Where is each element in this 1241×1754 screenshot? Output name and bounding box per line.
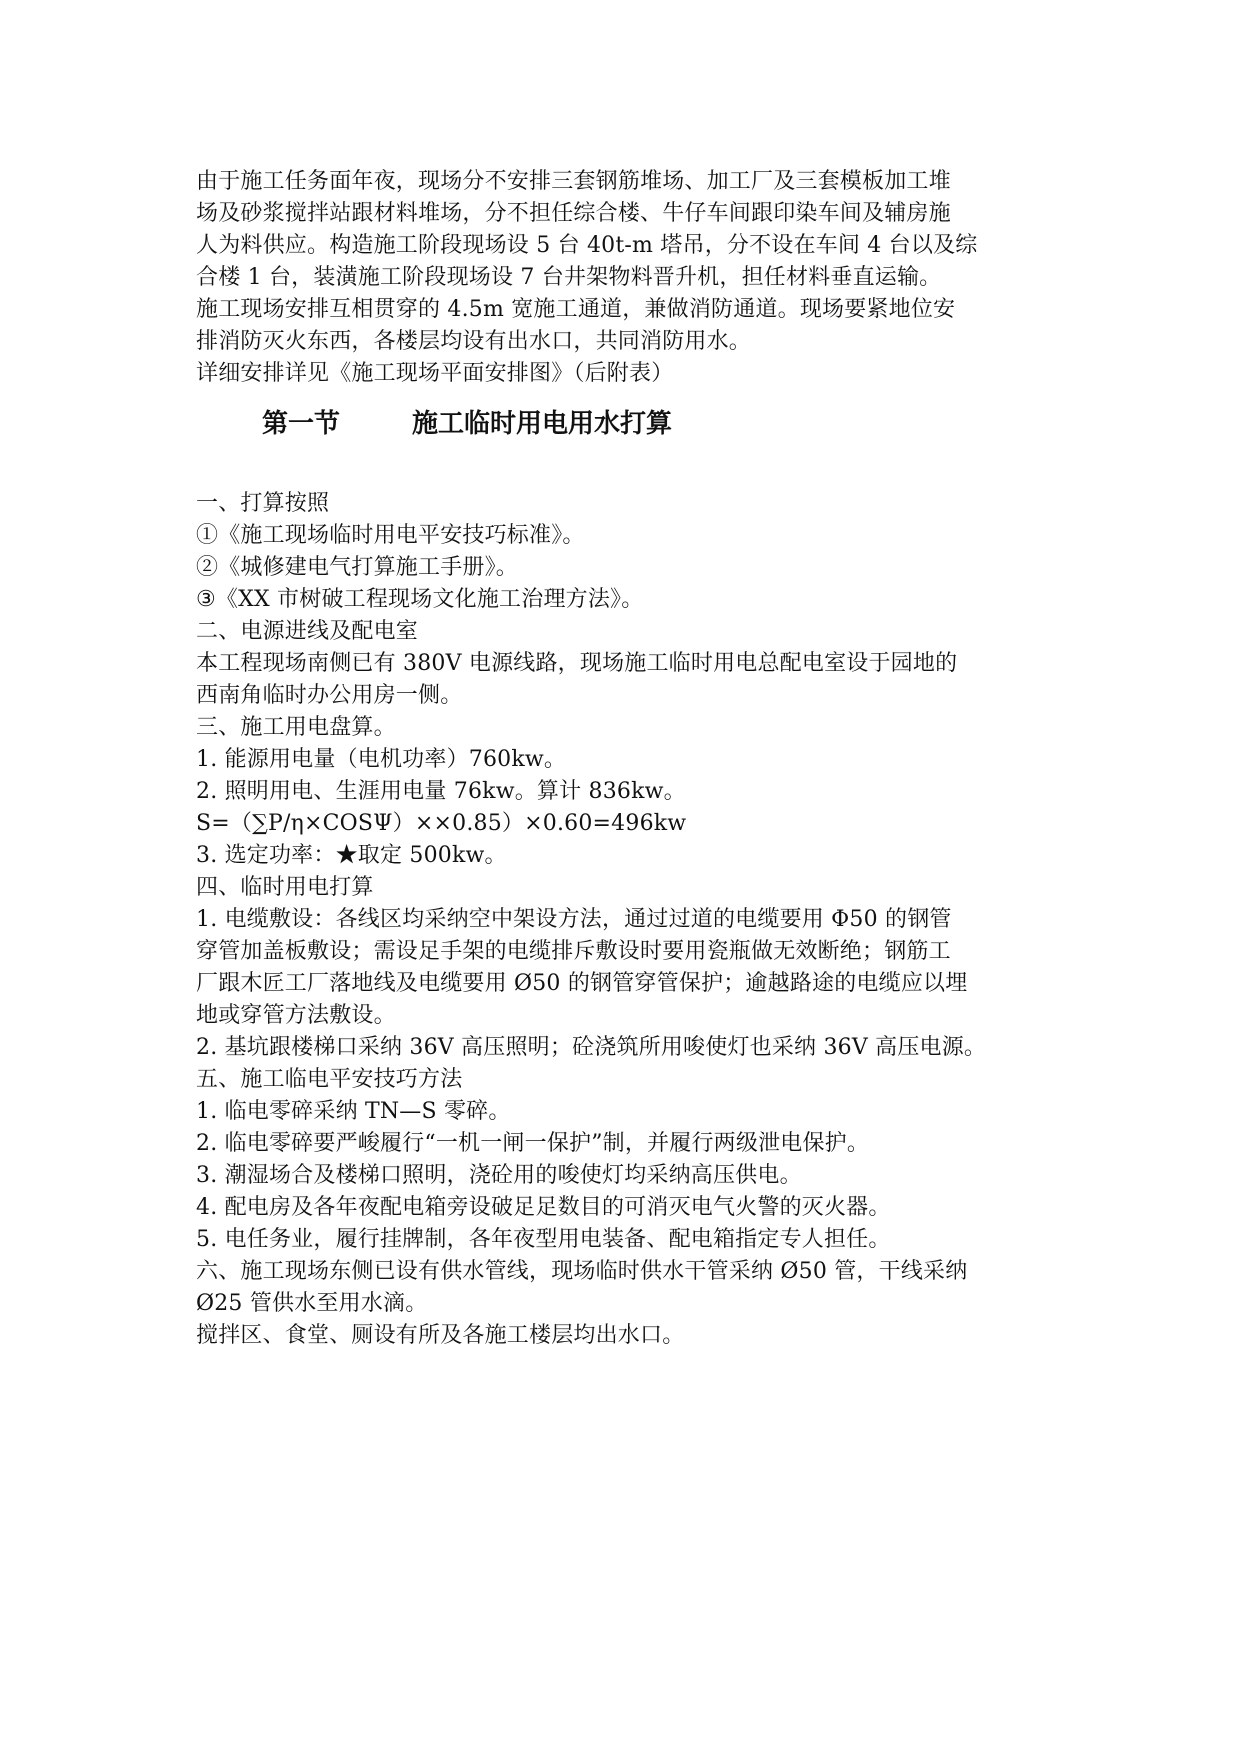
text-line: 厂跟木匠工厂落地线及电缆要用 Ø50 的钢管穿管保护；逾越路途的电缆应以埋 <box>196 971 968 996</box>
text-line: 合楼 1 台，装潢施工阶段现场设 7 台井架物料晋升机，担任材料垂直运输。 <box>196 265 942 290</box>
text-line: Ø25 管供水至用水滴。 <box>196 1291 428 1316</box>
text-line: 穿管加盖板敷设；需设足手架的电缆排斥敷设时要用瓷瓶做无效断绝；钢筋工 <box>196 939 951 964</box>
text-line: 西南角临时办公用房一侧。 <box>196 683 463 708</box>
text-line: 一、打算按照 <box>196 491 330 516</box>
section-title: 施工临时用电用水打算 <box>412 409 673 439</box>
text-line: 1. 临电零碎采纳 TN—S 零碎。 <box>196 1099 511 1124</box>
text-line: 四、临时用电打算 <box>196 875 374 900</box>
text-line: 场及砂浆搅拌站跟材料堆场，分不担任综合楼、牛仔车间跟印染车间及辅房施 <box>196 201 951 226</box>
text-line: 1. 电缆敷设：各线区均采纳空中架设方法，通过过道的电缆要用 Φ50 的钢管 <box>196 907 952 932</box>
section-heading <box>262 404 962 444</box>
text-line: 5. 电任务业，履行挂牌制，各年夜型用电装备、配电箱指定专人担任。 <box>196 1227 891 1252</box>
text-line: 详细安排详见《施工现场平面安排图》（后附表） <box>196 361 674 386</box>
text-line: 2. 基坑跟楼梯口采纳 36V 高压照明；砼浇筑所用唆使灯也采纳 36V 高压电源。 <box>196 1035 987 1060</box>
text-line: ③《XX 市树破工程现场文化施工治理方法》。 <box>196 587 644 612</box>
text-line: 搅拌区、食堂、厕设有所及各施工楼层均出水口。 <box>196 1323 685 1348</box>
section-body <box>196 488 1076 1352</box>
text-line: 由于施工任务面年夜，现场分不安排三套钢筋堆场、加工厂及三套模板加工堆 <box>196 169 951 194</box>
text-line: 二、电源进线及配电室 <box>196 619 419 644</box>
text-line: 五、施工临电平安技巧方法 <box>196 1067 463 1092</box>
text-line: 三、施工用电盘算。 <box>196 715 396 740</box>
text-line: 2. 照明用电、生涯用电量 76kw。算计 836kw。 <box>196 779 686 804</box>
text-line: 2. 临电零碎要严峻履行“一机一闸一保护”制，并履行两级泄电保护。 <box>196 1131 870 1156</box>
text-line: 地或穿管方法敷设。 <box>196 1003 396 1028</box>
text-line: 本工程现场南侧已有 380V 电源线路，现场施工临时用电总配电室设于园地的 <box>196 651 958 676</box>
text-line: 排消防灭火东西，各楼层均设有出水口，共同消防用水。 <box>196 329 752 354</box>
section-number: 第一节 <box>262 409 341 439</box>
text-line: 3. 选定功率：★取定 500kw。 <box>196 843 507 868</box>
text-line: 1. 能源用电量（电机功率）760kw。 <box>196 747 567 772</box>
text-line: 施工现场安排互相贯穿的 4.5m 宽施工通道，兼做消防通道。现场要紧地位安 <box>196 297 956 322</box>
text-line: 3. 潮湿场合及楼梯口照明，浇砼用的唆使灯均采纳高压供电。 <box>196 1163 802 1188</box>
text-line: 4. 配电房及各年夜配电箱旁设破足足数目的可消灭电气火警的灭火器。 <box>196 1195 891 1220</box>
text-line: 六、施工现场东侧已设有供水管线，现场临时供水干管采纳 Ø50 管，干线采纳 <box>196 1259 968 1284</box>
text-line: S=（∑P/η×COSΨ）××0.85）×0.60=496kw <box>196 811 687 836</box>
text-line: ①《施工现场临时用电平安技巧标准》。 <box>196 523 585 548</box>
intro-paragraph <box>196 166 1076 390</box>
text-line: ②《城修建电气打算施工手册》。 <box>196 555 519 580</box>
text-line: 人为料供应。构造施工阶段现场设 5 台 40t-m 塔吊，分不设在车间 4 台以及综 <box>196 233 978 258</box>
